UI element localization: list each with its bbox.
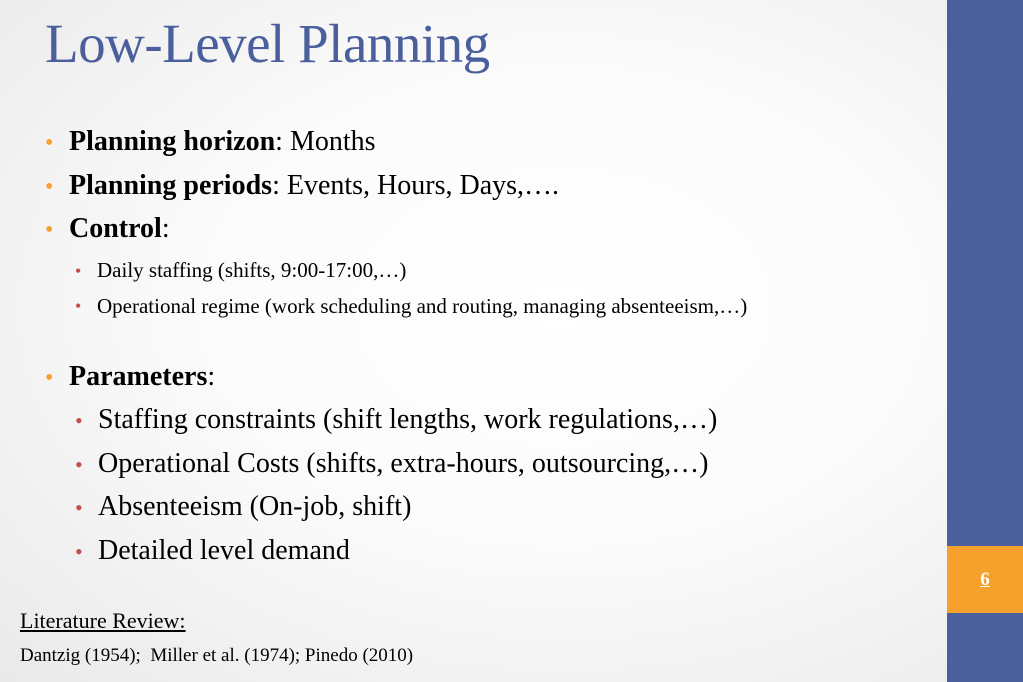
slide-title: Low-Level Planning [45,13,490,74]
sub-bullet-absenteeism [75,491,411,523]
bullet-label: Parameters [69,361,208,392]
bullet-value: : [207,361,216,392]
bullet-control [45,213,170,245]
bullet-text [69,213,170,245]
bullet-text [69,170,559,202]
bullet-dot-icon: • [45,130,54,156]
sub-bullet-staffing-constraints [75,404,717,436]
page-number-box [947,546,1023,613]
bullet-label: Planning horizon [69,126,276,157]
sub-bullet-text: Staffing constraints (shift lengths, work regulations,…) [98,404,718,435]
sub-bullet-text: Operational regime (work scheduling and routing, managing absenteeism,…) [97,294,748,318]
sub-bullet-daily-staffing [75,258,406,283]
bullet-planning-periods [45,170,559,202]
sub-bullet-dot-icon: • [75,452,83,477]
sub-bullet-dot-icon: • [75,296,82,316]
sub-bullet-text: Daily staffing (shifts, 9:00-17:00,…) [97,258,407,282]
sub-bullet-dot-icon: • [75,408,83,433]
bullet-value: : Months [275,126,376,157]
bullet-dot-icon: • [45,217,54,243]
bullet-dot-icon: • [45,174,54,200]
sub-bullet-dot-icon: • [75,539,83,564]
bullet-label: Planning periods [69,170,273,201]
literature-references: Dantzig (1954); Miller et al. (1974); Pinedo (2010) [20,645,414,666]
bullet-parameters [45,361,215,393]
bullet-planning-horizon [45,126,376,158]
sub-bullet-text: Detailed level demand [98,535,350,566]
bullet-dot-icon: • [45,365,54,391]
sub-bullet-dot-icon: • [75,261,82,281]
sub-bullet-dot-icon: • [75,495,83,520]
bullet-label: Control [69,213,162,244]
sub-bullet-operational-costs [75,448,708,480]
sub-bullet-detailed-demand [75,535,350,567]
literature-review-label: Literature Review: [20,608,186,633]
sub-bullet-text: Absenteeism (On-job, shift) [98,491,412,522]
bullet-value: : Events, Hours, Days,…. [272,170,560,201]
bullet-text [69,126,376,158]
sub-bullet-text: Operational Costs (shifts, extra-hours, outsourcing,…) [98,448,709,479]
page-number[interactable]: 6 [980,568,990,590]
bullet-value: : [161,213,170,244]
sub-bullet-operational-regime [75,291,902,322]
bullet-text [69,361,215,393]
